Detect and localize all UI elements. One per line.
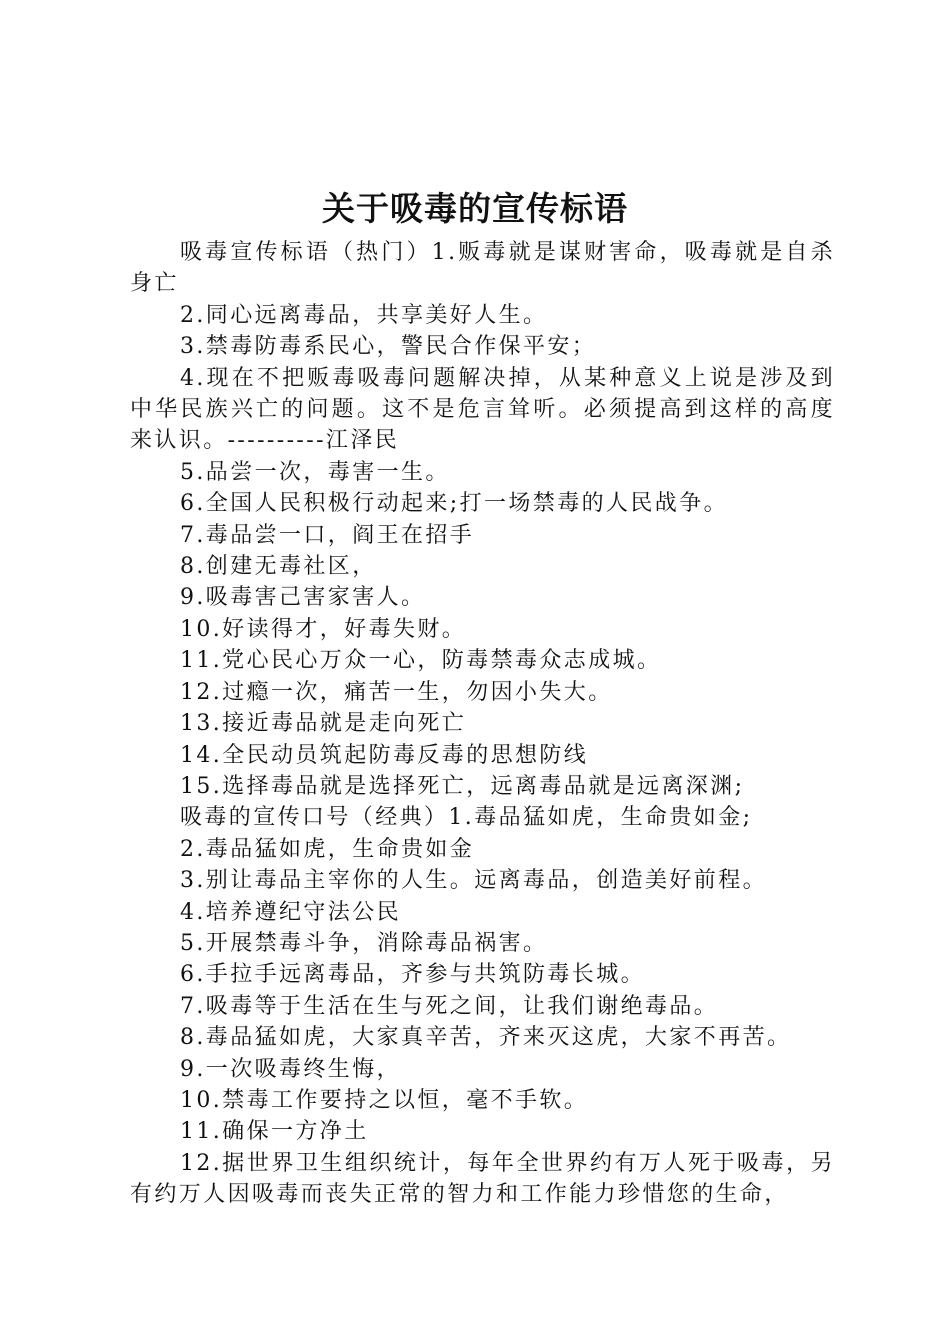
paragraph: 9.一次吸毒终生悔， — [180, 1056, 401, 1082]
paragraph: 9.吸毒害己害家害人。 — [180, 585, 426, 611]
paragraph: 2.毒品猛如虎，生命贵如金 — [180, 836, 475, 862]
paragraph: 6.手拉手远离毒品，齐参与共筑防毒长城。 — [180, 962, 645, 988]
paragraph: 8.创建无毒社区， — [180, 554, 377, 580]
paragraph: 4.培养遵纪守法公民 — [180, 899, 401, 925]
paragraph: 12.过瘾一次，痛苦一生，勿因小失大。 — [180, 679, 613, 705]
paragraph: 2.同心远离毒品，共享美好人生。 — [180, 302, 548, 328]
paragraph: 5.开展禁毒斗争，消除毒品祸害。 — [180, 930, 548, 956]
paragraph: 3.别让毒品主宰你的人生。远离毒品，创造美好前程。 — [180, 868, 767, 894]
paragraph: 5.品尝一次，毒害一生。 — [180, 459, 450, 485]
paragraph: 4.现在不把贩毒吸毒问题解决掉，从某种意义上说是涉及到中华民族兴亡的问题。这不是危言耸听。必须提高到这样的高度来认识。----------江泽民 — [130, 365, 835, 454]
paragraph: 10.好读得才，好毒失财。 — [180, 616, 467, 642]
paragraph: 7.毒品尝一口，阎王在招手 — [180, 522, 475, 548]
paragraph: 吸毒宣传标语（热门）1.贩毒就是谋财害命，吸毒就是自杀身亡 — [130, 240, 835, 297]
paragraph: 13.接近毒品就是走向死亡 — [180, 711, 467, 737]
document-body — [130, 237, 835, 1211]
document-title: 关于吸毒的宣传标语 — [322, 189, 628, 228]
paragraph: 7.吸毒等于生活在生与死之间，让我们谢绝毒品。 — [180, 993, 719, 1019]
paragraph: 8.毒品猛如虎，大家真辛苦，齐来灭这虎，大家不再苦。 — [180, 1025, 792, 1051]
paragraph: 11.确保一方净土 — [180, 1119, 369, 1145]
paragraph: 6.全国人民积极行动起来;打一场禁毒的人民战争。 — [180, 491, 729, 517]
paragraph: 14.全民动员筑起防毒反毒的思想防线 — [180, 742, 589, 768]
paragraph: 10.禁毒工作要持之以恒，毫不手软。 — [180, 1087, 589, 1113]
paragraph: 15.选择毒品就是选择死亡，远离毒品就是远离深渊; — [180, 773, 745, 799]
paragraph: 12.据世界卫生组织统计，每年全世界约有万人死于吸毒，另有约万人因吸毒而丧失正常的智力和工作能力珍惜您的生命， — [130, 1150, 835, 1208]
paragraph: 吸毒的宣传口号（经典）1.毒品猛如虎，生命贵如金; — [180, 805, 753, 831]
paragraph: 3.禁毒防毒系民心，警民合作保平安； — [180, 334, 597, 360]
paragraph: 11.党心民心万众一心，防毒禁毒众志成城。 — [180, 648, 662, 674]
